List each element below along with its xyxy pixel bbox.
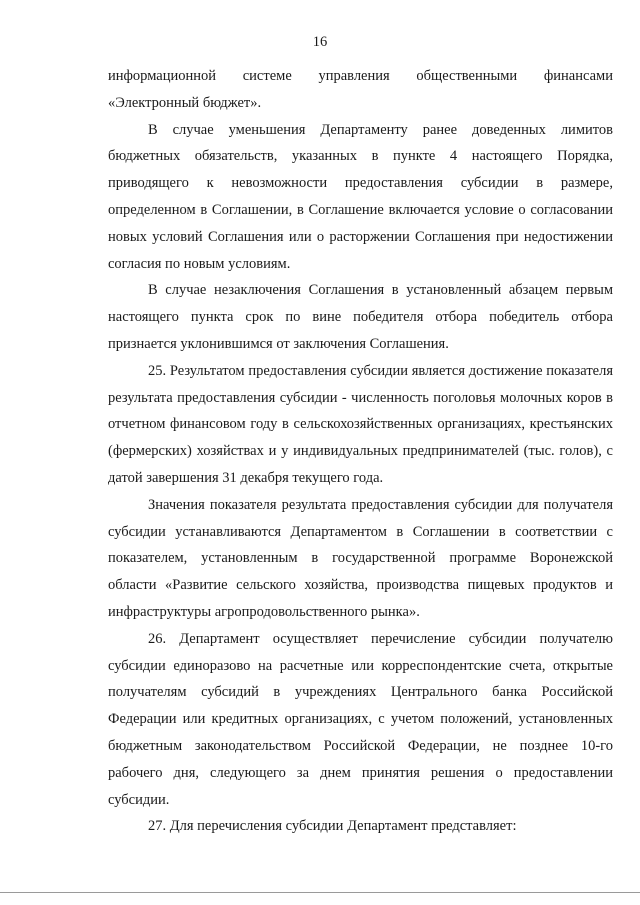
paragraph-item-25: 25. Результатом предоставления субсидии является достижение показателя результата предоставления субсидии - численность поголовья молочных коров в отчетном финансовом году в сельскохозяйственных организациях, крестьянских (фермерских) хозяйствах и у индивидуальных предпринимателей (тыс. голов), с датой завершения 31 декабря текущего года.	[108, 362, 613, 486]
paragraph-indicator-values: Значения показателя результата предоставления субсидии для получателя субсидии устанавливаются Департаментом в Соглашении в соответствии с показателем, установленным в государственной программе Воронежской области «Развитие сельского хозяйства, производства пищевых продуктов и инфраструктуры агропродовольственного рынка».	[108, 496, 613, 620]
bottom-scan-line	[0, 892, 640, 893]
paragraph-non-conclusion: В случае незаключения Соглашения в установленный абзацем первым настоящего пункта срок по вине победителя отбора победитель отбора признается уклонившимся от заключения Соглашения.	[108, 282, 613, 352]
paragraph-item-27: 27. Для перечисления субсидии Департамент представляет:	[148, 818, 517, 835]
page-number: 16	[312, 34, 328, 50]
document-body	[108, 63, 613, 840]
paragraph-continuation: информационной системе управления общественными финансами «Электронный бюджет».	[108, 68, 613, 111]
paragraph-item-26: 26. Департамент осуществляет перечисление субсидии получателю субсидии единоразово на расчетные или корреспондентские счета, открытые получателям субсидий в учреждениях Центрального банка Российской Федерации или кредитных организациях, с учетом положений, установленных бюджетным законодательством Российской Федерации, не позднее 10-го рабочего дня, следующего за днем принятия решения о предоставлении субсидии.	[108, 630, 613, 808]
paragraph-limits-reduction: В случае уменьшения Департаменту ранее доведенных лимитов бюджетных обязательств, указанных в пункте 4 настоящего Порядка, приводящего к невозможности предоставления субсидии в размере, определенном в Соглашении, в Соглашение включается условие о согласовании новых условий Соглашения или о расторжении Соглашения при недостижении согласия по новым условиям.	[108, 121, 613, 272]
